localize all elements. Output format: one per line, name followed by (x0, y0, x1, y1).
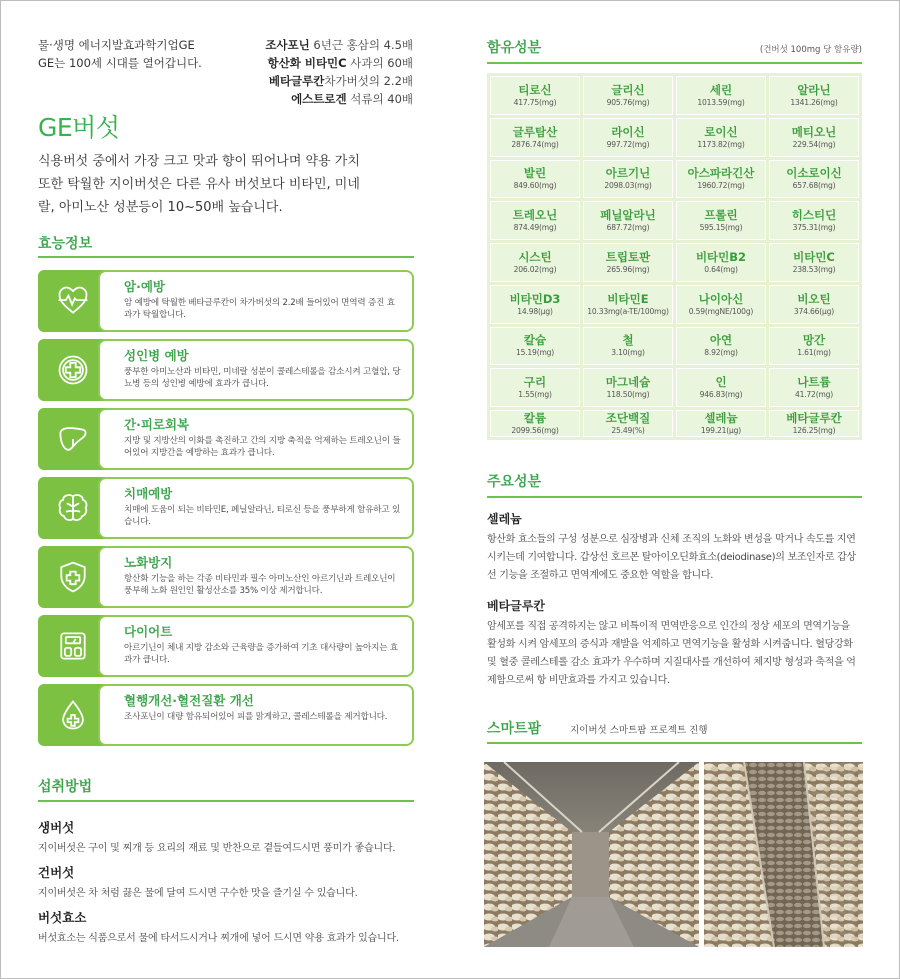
nutrient-value: 2099.56(mg) (511, 426, 559, 435)
nutrient-name: 셀레늄 (704, 411, 738, 425)
nutrient-value: 229.54(mg) (792, 139, 836, 149)
contents-divider (487, 62, 862, 64)
nutrient-cell (676, 410, 766, 437)
nutrient-cell (490, 243, 580, 282)
nutrient-cell (769, 368, 859, 407)
nutrient-value: 1960.72(mg) (697, 181, 745, 191)
nutrient-name: 트립토판 (605, 249, 651, 264)
nutrient-name: 메티오닌 (791, 124, 837, 139)
nutrient-name: 인 (715, 375, 727, 390)
nutrient-value: 3.10(mg) (611, 348, 645, 358)
efficacy-item (38, 270, 414, 332)
nutrient-name: 라이신 (611, 124, 645, 139)
main-components-divider (487, 496, 862, 498)
nutrient-name: 시스틴 (518, 249, 552, 264)
nutrient-name: 칼슘 (523, 333, 547, 348)
nutrient-name: 페닐알라닌 (600, 208, 656, 223)
nutrient-cell (490, 118, 580, 157)
intake-divider (38, 800, 414, 802)
efficacy-card (98, 270, 414, 332)
nutrient-name: 비타민D3 (509, 291, 561, 306)
nutrient-name: 비타민E (607, 291, 649, 306)
nutrient-value: 8.92(mg) (704, 348, 738, 358)
nutrient-value: 849.60(mg) (513, 181, 557, 191)
nutrient-cell (583, 118, 673, 157)
efficacy-name: 혈행개선·혈전질환 개선 (124, 693, 254, 708)
nutrient-value: 41.72(mg) (794, 390, 834, 400)
efficacy-item (38, 477, 414, 539)
intro-line-1: 물·생명 에너지발효과학기업GE (38, 38, 195, 52)
smart-farm-photo-shelves (704, 762, 863, 947)
nutrient-cell (769, 327, 859, 366)
nutrient-name: 비타민C (793, 249, 835, 264)
nutrient-cell (583, 285, 673, 324)
nutrient-name: 비오틴 (797, 291, 831, 306)
smart-farm-photo-aisle (484, 762, 699, 947)
nutrient-cell (490, 285, 580, 324)
nutrient-name: 구리 (523, 375, 547, 390)
nutrient-cell (676, 327, 766, 366)
nutrient-name: 나트륨 (797, 375, 831, 390)
nutrient-name: 트레오닌 (512, 208, 558, 223)
nutrient-name: 프롤린 (704, 208, 738, 223)
smart-farm-title: 스마트팜 (487, 721, 542, 737)
nutrient-cell (490, 201, 580, 240)
intro-text (38, 36, 202, 72)
component-name: 베타글루칸 (487, 599, 545, 613)
component-desc: 항산화 효소들의 구성 성분으로 심장병과 신체 조직의 노화와 변성을 막거나 속도를 지연시키는데 기여합니다. 갑상선 호르몬 탈아이오딘화효소(deiodinase)의 보조인자로 갑상선 기능을 조절하고 면역계에도 중요한 역할을 합니다. (487, 534, 856, 581)
nutrient-cell (583, 243, 673, 282)
nutrient-value: 375.31(mg) (792, 223, 836, 233)
component-name: 셀레늄 (487, 512, 522, 526)
main-components-title: 주요성분 (487, 474, 542, 490)
efficacy-card (98, 339, 414, 401)
efficacy-card (98, 477, 414, 539)
contents-note: (건버섯 100mg 당 함유량) (759, 45, 862, 55)
efficacy-desc: 치매에 도움이 되는 비타민E, 페닐알라닌, 티로신 등을 풍부하게 함유하고 있습니다. (124, 505, 401, 527)
nutrient-value: 238.53(mg) (792, 264, 836, 274)
nutrient-value: 946.83(mg) (699, 390, 743, 400)
nutrient-name: 이소로이신 (786, 166, 842, 181)
nutrient-value: 687.72(mg) (606, 223, 650, 233)
intake-title: 섭취방법 (38, 779, 93, 795)
efficacy-divider (38, 256, 414, 258)
efficacy-desc: 암 예방에 탁월한 베타글루칸이 차가버섯의 2.2배 들어있어 면역력 증진 효과가 탁월합니다. (124, 298, 395, 320)
nutrient-value: 657.68(mg) (792, 181, 836, 191)
efficacy-desc: 지방 및 지방산의 이화를 촉진하고 간의 지방 축적을 억제하는 트레오닌이 들어있어 지방간을 예방하는 효과가 큽니다. (124, 436, 401, 458)
stat-item: 베타글루칸차가버섯의 2.2배 (268, 74, 413, 88)
nutrient-value: 1341.26(mg) (790, 97, 838, 107)
efficacy-card (98, 684, 414, 746)
nutrient-cell (583, 410, 673, 437)
nutrient-value: 417.75(mg) (513, 97, 557, 107)
nutrient-name: 알라닌 (797, 82, 831, 97)
nutrient-name: 나이아신 (698, 291, 744, 306)
nutrient-value: 1.55(mg) (518, 390, 552, 400)
efficacy-item (38, 408, 414, 470)
efficacy-title: 효능정보 (38, 236, 93, 252)
nutrient-cell (676, 76, 766, 115)
nutrient-name: 비타민B2 (695, 249, 747, 264)
nutrient-value: 10.33mg(a-TE/100mg) (587, 306, 669, 316)
nutrient-value: 874.49(mg) (513, 223, 557, 233)
nutrient-cell (769, 243, 859, 282)
nutrient-cell (583, 160, 673, 199)
intake-name: 버섯효소 (38, 910, 87, 925)
nutrient-cell (676, 118, 766, 157)
efficacy-name: 간·피로회복 (124, 417, 190, 432)
intake-desc: 지이버섯은 구이 및 찌개 등 요리의 재료 및 반찬으로 곁들여드시면 풍미가 좋습니다. (38, 843, 396, 854)
efficacy-name: 노화방지 (124, 555, 173, 570)
nutrient-value: 15.19(mg) (515, 348, 555, 358)
contents-title: 함유성분 (487, 40, 542, 56)
efficacy-name: 암·예방 (124, 279, 165, 294)
nutrient-name: 칼륨 (523, 411, 547, 425)
component-desc: 암세포를 직접 공격하지는 않고 비특이적 면역반응으로 인간의 정상 세포의 면역기능을 활성화 시켜 암세포의 증식과 재발을 억제하고 면역기능을 활성화 시켜줍니다. 혈당강화 및 혈중 콜레스테롤 감소 효과가 우수하며 지질대사를 개선하여 체지방 형성과 축적을 억제함으로써 항 비만효과를 가지고 있습니다. (487, 621, 856, 686)
nutrient-name: 아스파라긴산 (687, 166, 755, 181)
efficacy-desc: 풍부한 아미노산과 비타민, 미네랄 성분이 콜레스테롤을 감소시켜 고혈압, 당뇨병 등의 성인병 예방에 효과가 큽니다. (124, 367, 401, 389)
efficacy-card (98, 546, 414, 608)
nutrient-value: 1013.59(mg) (697, 97, 745, 107)
stat-item: 항산화 비타민C 사과의 60배 (267, 56, 413, 70)
nutrient-name: 티로신 (518, 82, 552, 97)
nutrient-name: 아르기닌 (605, 166, 651, 181)
efficacy-desc: 항산화 기능을 하는 각종 비타민과 필수 아미노산인 아르기닌과 트레오닌이 풍부해 노화 원인인 활성산소를 35% 이상 제거합니다. (124, 574, 396, 596)
nutrient-name: 망간 (802, 333, 826, 348)
nutrient-cell (583, 368, 673, 407)
nutrient-table (487, 73, 862, 440)
nutrient-cell (769, 160, 859, 199)
nutrient-cell (583, 76, 673, 115)
nutrient-value: 25.49(%) (611, 426, 645, 435)
nutrient-cell (676, 243, 766, 282)
nutrient-name: 히스티딘 (791, 208, 837, 223)
efficacy-desc: 조사포닌이 대량 함유되어있어 피를 맑게하고, 콜레스테롤을 제거합니다. (124, 712, 388, 722)
nutrient-value: 1.61(mg) (797, 348, 831, 358)
nutrient-cell (676, 201, 766, 240)
nutrient-value: 265.96(mg) (606, 264, 650, 274)
nutrient-value: 2098.03(mg) (604, 181, 652, 191)
nutrient-cell (490, 410, 580, 437)
efficacy-card (98, 408, 414, 470)
efficacy-name: 성인병 예방 (124, 348, 189, 363)
nutrient-cell (583, 201, 673, 240)
nutrient-value: 905.76(mg) (606, 97, 650, 107)
page-title: GE버섯 (38, 113, 120, 142)
nutrient-value: 0.59(mgNE/100g) (688, 306, 754, 316)
intake-desc: 지이버섯은 차 처럼 끓은 물에 달여 드시면 구수한 맛을 즐기실 수 있습니다. (38, 888, 358, 899)
efficacy-name: 다이어트 (124, 624, 173, 639)
main-components-list (487, 510, 862, 690)
nutrient-name: 로이신 (704, 124, 738, 139)
efficacy-item (38, 684, 414, 746)
nutrient-cell (490, 160, 580, 199)
nutrient-name: 글루탐산 (512, 124, 558, 139)
nutrient-name: 발린 (523, 166, 547, 181)
nutrient-value: 595.15(mg) (699, 223, 743, 233)
nutrient-value: 206.02(mg) (513, 264, 557, 274)
stat-item: 조사포닌 6년근 홍삼의 4.5배 (265, 38, 413, 52)
nutrient-name: 아연 (709, 333, 733, 348)
nutrient-cell (769, 201, 859, 240)
efficacy-item (38, 546, 414, 608)
nutrient-name: 베타글루칸 (786, 411, 842, 425)
smart-farm-divider (487, 742, 862, 744)
intake-name: 생버섯 (38, 820, 75, 835)
intake-desc: 버섯효소는 식품으로서 물에 타서드시거나 찌개에 넣어 드시면 약용 효과가 있습니다. (38, 933, 399, 944)
efficacy-desc: 아르기닌이 체내 지방 감소와 근육량을 증가하여 기초 대사량이 높아지는 효과가 큽니다. (124, 643, 398, 665)
nutrient-cell (676, 368, 766, 407)
stats-list (265, 36, 413, 108)
nutrient-value: 374.66(μg) (793, 306, 835, 316)
intake-list (38, 812, 414, 944)
efficacy-item (38, 339, 414, 401)
smart-farm-subtitle: 지이버섯 스마트팜 프로젝트 진행 (570, 725, 708, 736)
nutrient-cell (490, 368, 580, 407)
nutrient-name: 철 (622, 333, 634, 348)
intro-line-2: GE는 100세 시대를 열어갑니다. (38, 56, 202, 70)
nutrient-cell (769, 410, 859, 437)
nutrient-cell (583, 327, 673, 366)
nutrient-cell (490, 327, 580, 366)
nutrient-name: 조단백질 (605, 411, 651, 425)
lead-paragraph: 식용버섯 중에서 가장 크고 맛과 향이 뛰어나며 약용 가치 또한 탁월한 지이버섯은 다른 유사 버섯보다 비타민, 미네랄, 아미노산 성분등이 10~50배 높습니다. (38, 154, 360, 215)
nutrient-name: 글리신 (611, 82, 645, 97)
stat-item: 에스트로겐 석류의 40배 (291, 92, 413, 106)
nutrient-value: 199.21(μg) (700, 426, 742, 435)
nutrient-cell (769, 118, 859, 157)
nutrient-cell (676, 160, 766, 199)
nutrient-name: 마그네슘 (605, 375, 651, 390)
nutrient-value: 2876.74(mg) (511, 139, 559, 149)
efficacy-list (38, 270, 414, 753)
nutrient-value: 14.98(μg) (517, 306, 553, 316)
nutrient-cell (769, 76, 859, 115)
efficacy-card (98, 615, 414, 677)
nutrient-value: 126.25(mg) (792, 426, 836, 435)
nutrient-name: 세린 (709, 82, 733, 97)
efficacy-item (38, 615, 414, 677)
nutrient-cell (490, 76, 580, 115)
intake-name: 건버섯 (38, 865, 75, 880)
nutrient-value: 0.64(mg) (704, 264, 738, 274)
nutrient-cell (676, 285, 766, 324)
nutrient-value: 1173.82(mg) (697, 139, 745, 149)
nutrient-value: 997.72(mg) (606, 139, 650, 149)
nutrient-value: 118.50(mg) (606, 390, 650, 400)
nutrient-cell (769, 285, 859, 324)
efficacy-name: 치매예방 (124, 486, 173, 501)
